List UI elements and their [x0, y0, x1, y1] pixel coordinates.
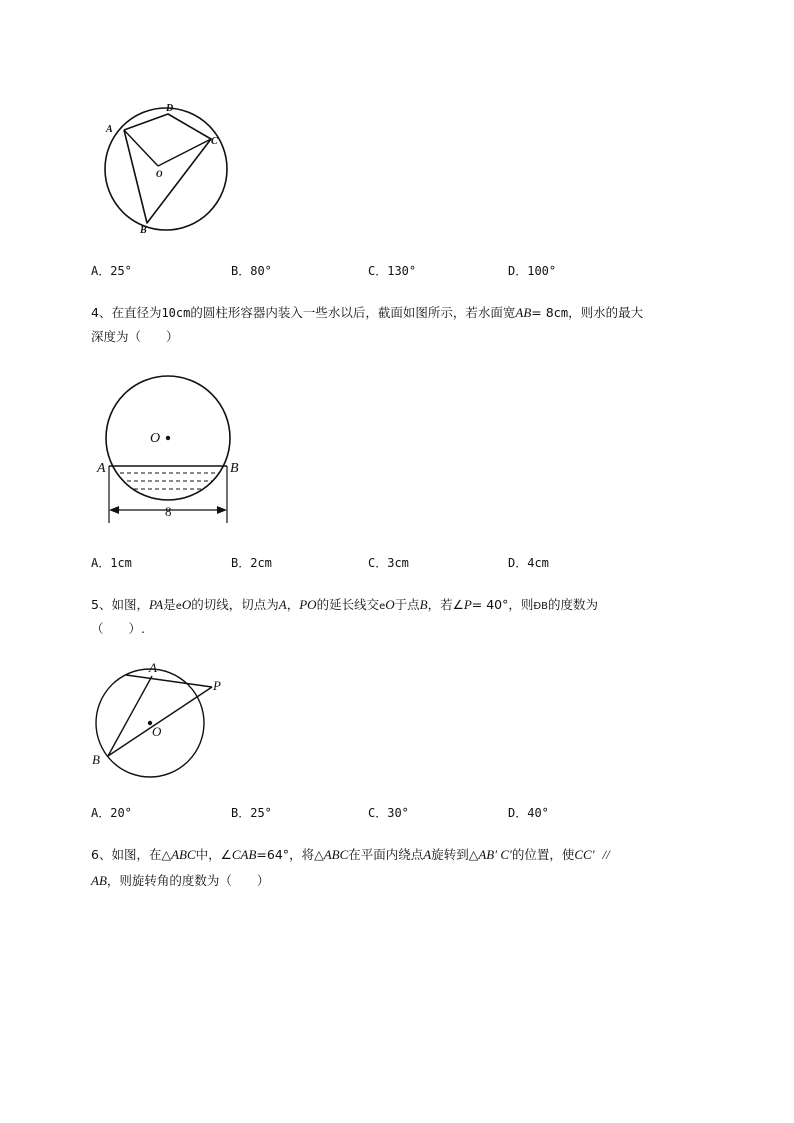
q5-option-d[interactable]: D．40° — [508, 806, 549, 820]
q5-line-pb — [108, 687, 212, 756]
q6-stem-line2 — [91, 872, 751, 890]
q5-angle-symbol: ∠ — [452, 597, 464, 612]
q5-option-b[interactable]: B．25° — [231, 806, 272, 820]
q4-label-a: A — [97, 461, 106, 476]
q6-stem-text: ，将△ — [289, 847, 324, 862]
q5-tangent-pa — [126, 675, 212, 687]
q5-o: O — [181, 597, 192, 612]
q5-po: PO — [299, 597, 317, 612]
q5-label-p: P — [213, 678, 221, 693]
q5-pa: PA — [148, 597, 164, 612]
q5-b: B — [419, 597, 428, 612]
q5-label-o: O — [152, 724, 162, 739]
q5-label-a: A — [149, 660, 157, 675]
q3-option-b[interactable]: B．80° — [231, 264, 272, 278]
q3-label-o: O — [156, 169, 163, 179]
q5-stem-line1 — [91, 596, 751, 616]
q5-stem-text: ，则 — [508, 597, 534, 612]
q6-parallel-symbol: // — [602, 847, 610, 862]
q5-stem-text: 的延长线交 — [316, 597, 380, 612]
q4-options — [91, 554, 711, 572]
q6-ab-prime-c-prime: AB′ C′ — [478, 847, 512, 862]
q3-options — [91, 262, 711, 280]
q6-stem-text: 旋转到△ — [431, 847, 479, 862]
q3-circle-figure — [95, 100, 235, 240]
q4-eq: = 8 — [531, 305, 554, 320]
q5-stem-text: （ ）. — [91, 621, 145, 636]
q5-stem-line2 — [91, 620, 751, 638]
q5-chord-ab — [108, 676, 152, 756]
q5-stem-text: 的度数为 — [548, 597, 599, 612]
q4-stem-text: 的圆柱形容器内装入一些水以后，截面如图所示，若水面宽 — [190, 305, 516, 320]
q4-stem-text: 深度为（ ） — [91, 329, 179, 344]
q5-circle-symbol: e — [379, 601, 386, 612]
q4-arrow-right — [217, 506, 227, 514]
q6-a: A — [423, 847, 432, 862]
q4-label-b: B — [230, 461, 239, 476]
q6-cc-prime: CC′ — [574, 847, 595, 862]
q5-option-a[interactable]: A．20° — [91, 806, 132, 820]
q4-option-c[interactable]: C．3cm — [368, 556, 409, 570]
q3-option-a[interactable]: A．25° — [91, 264, 132, 278]
q5-stem-text: 是 — [163, 597, 176, 612]
q3-label-c: C — [211, 136, 218, 147]
q3-option-c[interactable]: C．130° — [368, 264, 417, 278]
q5-eq: = 40° — [471, 597, 509, 612]
q4-diameter: 10cm — [161, 306, 191, 320]
q4-stem-line2 — [91, 328, 751, 346]
q5-tangent-figure — [88, 660, 238, 780]
q3-label-b: B — [140, 225, 147, 236]
q5-stem-text: 的切线，切点为 — [191, 597, 279, 612]
q3-circle — [105, 108, 227, 230]
q5-stem-text: ， — [286, 597, 300, 612]
q3-label-d: D — [166, 103, 174, 114]
q5-stem-text: ，若 — [427, 597, 453, 612]
q6-ab: AB — [91, 873, 107, 888]
q5-arc: ÐB — [533, 601, 549, 612]
q3-option-d[interactable]: D．100° — [508, 264, 557, 278]
q4-option-d[interactable]: D．4cm — [508, 556, 549, 570]
q5-p: P — [463, 597, 472, 612]
q4-option-a[interactable]: A．1cm — [91, 556, 132, 570]
q5-label-b: B — [92, 752, 100, 767]
q3-radius-oc — [158, 139, 211, 166]
q4-center-dot — [166, 436, 170, 440]
q5-o: O — [385, 597, 395, 612]
q4-cylinder-figure — [92, 370, 252, 530]
q3-chord-path — [124, 114, 211, 223]
q4-stem-line1 — [91, 304, 751, 322]
q4-stem-text: ，则水的最大 — [568, 305, 644, 320]
q4-label-o: O — [150, 431, 161, 446]
q5-option-c[interactable]: C．30° — [368, 806, 409, 820]
q6-stem-text: 中，∠ — [195, 847, 232, 862]
q6-deg: =64° — [256, 847, 290, 862]
q4-ab: AB — [515, 305, 532, 320]
q4-option-b[interactable]: B．2cm — [231, 556, 272, 570]
q6-stem-line1 — [91, 846, 751, 864]
q6-stem-text: ，则旋转角的度数为（ ） — [106, 873, 270, 888]
q6-stem-text: 6、如图，在△ — [91, 847, 172, 862]
q6-abc: ABC — [171, 847, 196, 862]
q4-arrow-left — [109, 506, 119, 514]
q4-stem-text: 4、在直径为 — [91, 305, 162, 320]
q6-cab: CAB — [231, 847, 257, 862]
q5-stem-text: 5、如图， — [91, 597, 149, 612]
q6-stem-text: 在平面内绕点 — [348, 847, 424, 862]
q4-unit: cm — [553, 306, 569, 320]
q6-abc: ABC — [323, 847, 349, 862]
q4-label-width: 8 — [165, 504, 172, 519]
q5-circle-symbol: e — [175, 601, 182, 612]
q5-options — [91, 804, 711, 822]
q5-a: A — [278, 597, 287, 612]
q5-stem-text: 于点 — [394, 597, 420, 612]
q3-label-a: A — [106, 124, 113, 135]
q6-stem-text: 的位置，使 — [511, 847, 575, 862]
